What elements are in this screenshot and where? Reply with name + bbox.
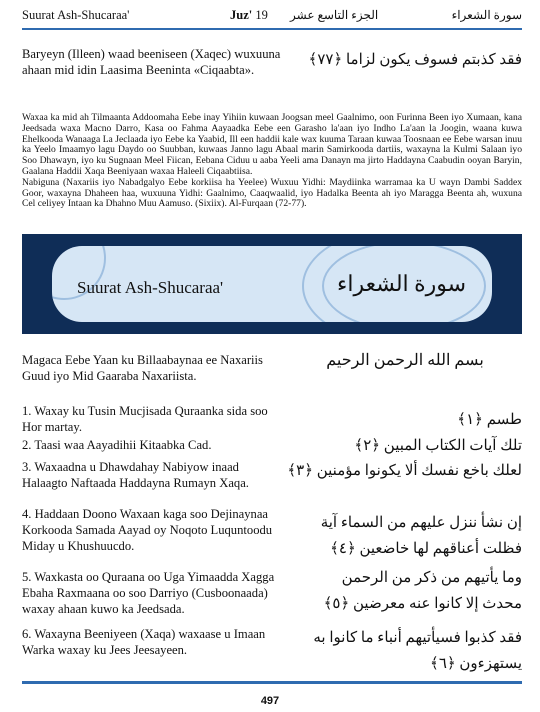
commentary-paragraph: Waxaa ka mid ah Tilmaanta Addoomaha Eebe inay Yihiin kuwaan Joogsan meel Gaalnimo, oon Furinna Been iyo Xumaan, kana Jeedsada waxa Macno Darro, Kasa oo Fahma Aayaadka Eebe een Garasho la'aan iyo Indho La'aan la Joogin, waana kuwa Ehelkooda Wanaaga La Jeclaada iyo Eebe ka Yaabid, Ill een haddii kale wax kuuma Taraan kuwaa Toosnaan ee Eebe warsan inuu ka Yeelo Imaamyo lagu Daydo oo Suubban, kuwaas Janno lagu Abaal marin Samirkooda dartiis, waxayna la Kulmi Salaan iyo Soo Dhawayn, iyo ku Sugnaan Meel Fiican, Eebana Ciduu u aaba Yeeli ama Danayn ma jirto Haddayna Caabudin ooyan Baryin, Gaalana Haddii Xaqa Beeniyaan waxaa Haleeli Ciqaabtiisa. bbox=[22, 112, 522, 177]
banner-title: Suurat Ash-Shucaraa' bbox=[77, 278, 224, 297]
verse-arabic: وما يأتيهم من ذكر من الرحمن محدث إلا كانوا عنه معرضين ﴿٥﴾ bbox=[323, 570, 522, 612]
verse-translation: 3. Waxaadna u Dhawdahay Nabiyow inaad Halaagto Naftaada Haddayna Rumayn Xaqa. bbox=[22, 460, 249, 490]
verse-arabic: إن نشأ ننزل عليهم من السماء آية فظلت أعناقهم لها خاضعين ﴿٤﴾ bbox=[320, 515, 522, 557]
verse-arabic: لعلك باخع نفسك ألا يكونوا مؤمنين ﴿٣﴾ bbox=[287, 463, 522, 479]
top-ayah-arabic: فقد كذبتم فسوف يكون لزاما ﴿٧٧﴾ bbox=[308, 52, 522, 68]
basmala: بسم الله الرحمن الرحيم bbox=[326, 352, 484, 369]
verse-translation: 6. Waxayna Beeniyeen (Xaqa) waxaase u Imaan Warka waxay ku Jees Jeesayeen. bbox=[22, 627, 266, 657]
verse-arabic: فقد كذبوا فسيأتيهم أنباء ما كانوا به يستهزءون ﴿٦﴾ bbox=[313, 630, 522, 672]
verse-translation: 2. Taasi waa Aayadihii Kitaabka Cad. bbox=[22, 438, 212, 452]
header-arabic-surah: سورة الشعراء bbox=[451, 8, 522, 22]
commentary-note bbox=[22, 113, 522, 210]
header-juz bbox=[230, 8, 268, 23]
verse-arabic: طسم ﴿١﴾ bbox=[457, 412, 522, 428]
header-arabic-juz: الجزء التاسع عشر bbox=[290, 8, 379, 22]
header-juz-label: Juz' bbox=[230, 8, 253, 22]
surah-banner bbox=[22, 234, 522, 334]
verse-arabic: تلك آيات الكتاب المبين ﴿٢﴾ bbox=[354, 438, 522, 454]
footer-rule bbox=[22, 681, 522, 684]
verse-translation: 1. Waxay ku Tusin Mucjisada Quraanka sida soo Hor martay. bbox=[22, 404, 268, 434]
commentary-paragraph: Nabiguna (Naxariis iyo Nabadgalyo Eebe korkiisa ha Yeelee) Wuxuu Yidhi: Maydiinka warramaa ka U wayn Dambi Saddex Goor, waxayna Dhaheen haa, wuxuuna Yidhi: Gaalnimo, Caaqwaalid, iyo Hadalka Beenta ah iyo Maragga Beenta ah, wuxuna Cel celiyey Intaan ka Dhahno Muu Aamuso. (Sixiix). Al-Furqaan (72-77). bbox=[22, 176, 522, 210]
page-header bbox=[22, 8, 522, 24]
header-surah-name: Suurat Ash-Shucaraa' bbox=[22, 8, 130, 22]
intro-text: Magaca Eebe Yaan ku Billaabaynaa ee Naxariis Guud iyo Mid Gaaraba Naxariista. bbox=[22, 353, 263, 383]
header-rule bbox=[22, 28, 522, 30]
header-juz-number: 19 bbox=[255, 8, 268, 22]
top-ayah-translation: Baryeyn (Illeen) waad beeniseen (Xaqec) wuxuuna ahaan mid idin Laasima Beeninta «Ciqaabta». bbox=[22, 47, 281, 77]
page-number: 497 bbox=[260, 695, 280, 707]
banner-arabic-title: سورة الشعراء bbox=[337, 271, 467, 296]
verse-translation: 4. Haddaan Doono Waxaan kaga soo Dejinaynaa Korkooda Samada Aayad oy Noqoto Luquntoodu Miday u Khushuucdo. bbox=[22, 507, 273, 553]
verse-translation: 5. Waxkasta oo Quraana oo Uga Yimaadda Xagga Ebaha Raxmaana oo soo Darriyo (Cusboonaada) waxay ahaan kuwo ka Jeedsada. bbox=[22, 570, 275, 616]
